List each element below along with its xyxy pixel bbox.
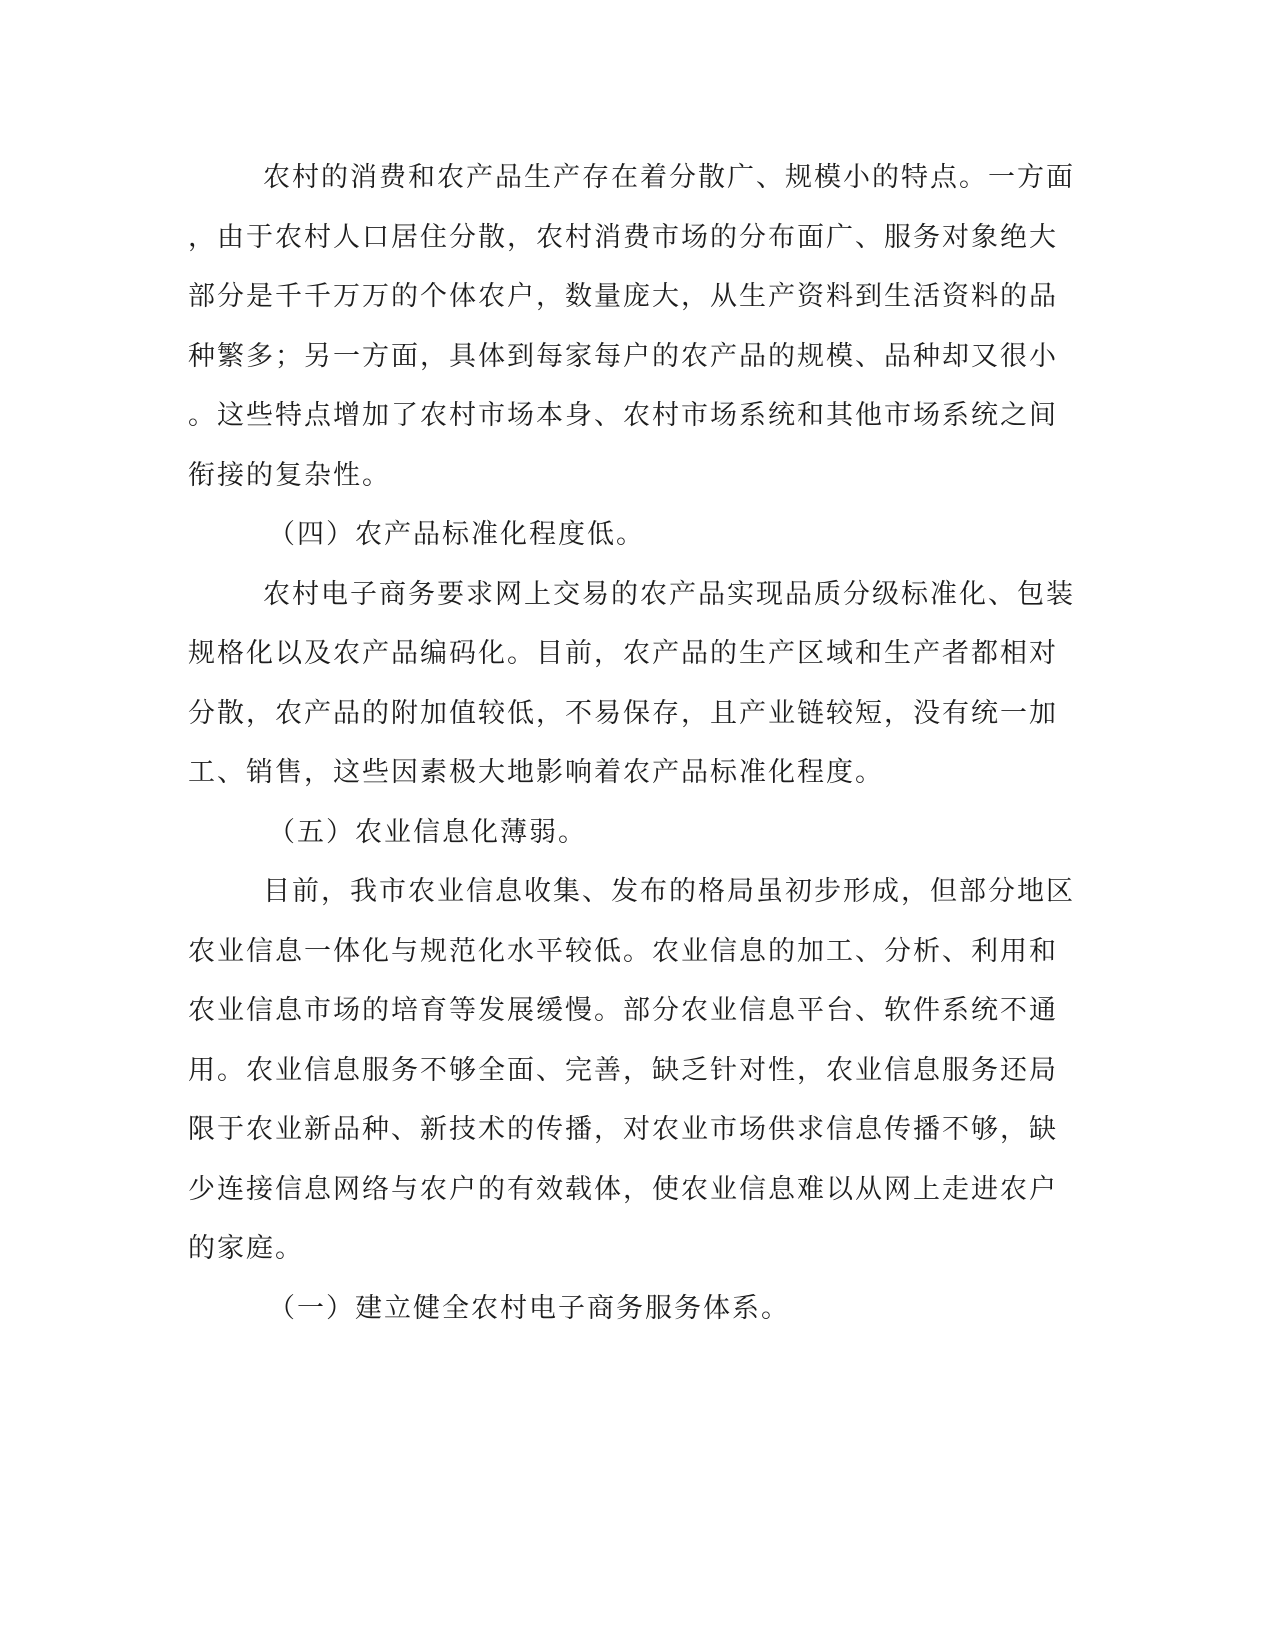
section-heading: （五）农业信息化薄弱。 xyxy=(268,816,587,848)
paragraph-line: 种繁多；另一方面，具体到每家每户的农产品的规模、品种却又很小 xyxy=(188,340,1058,372)
paragraph-line: 工、销售，这些因素极大地影响着农产品标准化程度。 xyxy=(188,757,884,788)
section-heading: （四）农产品标准化程度低。 xyxy=(268,519,645,550)
paragraph-line: 规格化以及农产品编码化。目前，农产品的生产区域和生产者都相对 xyxy=(188,638,1058,669)
paragraph-line: 用。农业信息服务不够全面、完善，缺乏针对性，农业信息服务还局 xyxy=(188,1054,1058,1086)
paragraph-line: 农业信息市场的培育等发展缓慢。部分农业信息平台、软件系统不通 xyxy=(188,995,1058,1026)
paragraph-line: 分散，农产品的附加值较低，不易保存，且产业链较短，没有统一加 xyxy=(188,697,1058,729)
paragraph-line: 衔接的复杂性。 xyxy=(188,459,391,491)
paragraph-line: ，由于农村人口居住分散，农村消费市场的分布面广、服务对象绝大 xyxy=(188,221,1058,253)
section-heading: （一）建立健全农村电子商务服务体系。 xyxy=(268,1292,790,1324)
paragraph-line: 农村电子商务要求网上交易的农产品实现品质分级标准化、包装 xyxy=(263,578,1075,610)
paragraph-line: 。这些特点增加了农村市场本身、农村市场系统和其他市场系统之间 xyxy=(188,400,1058,431)
paragraph-line: 的家庭。 xyxy=(188,1233,304,1264)
paragraph-line: 部分是千千万万的个体农户，数量庞大，从生产资料到生活资料的品 xyxy=(188,281,1058,312)
paragraph-line: 少连接信息网络与农户的有效载体，使农业信息难以从网上走进农户 xyxy=(188,1173,1058,1205)
paragraph-line: 农业信息一体化与规范化水平较低。农业信息的加工、分析、利用和 xyxy=(188,935,1058,967)
paragraph-line: 农村的消费和农产品生产存在着分散广、规模小的特点。一方面 xyxy=(263,162,1075,193)
paragraph-line: 限于农业新品种、新技术的传播，对农业市场供求信息传播不够，缺 xyxy=(188,1114,1058,1145)
paragraph-line: 目前，我市农业信息收集、发布的格局虽初步形成，但部分地区 xyxy=(263,876,1075,907)
document-body xyxy=(188,163,1088,1353)
